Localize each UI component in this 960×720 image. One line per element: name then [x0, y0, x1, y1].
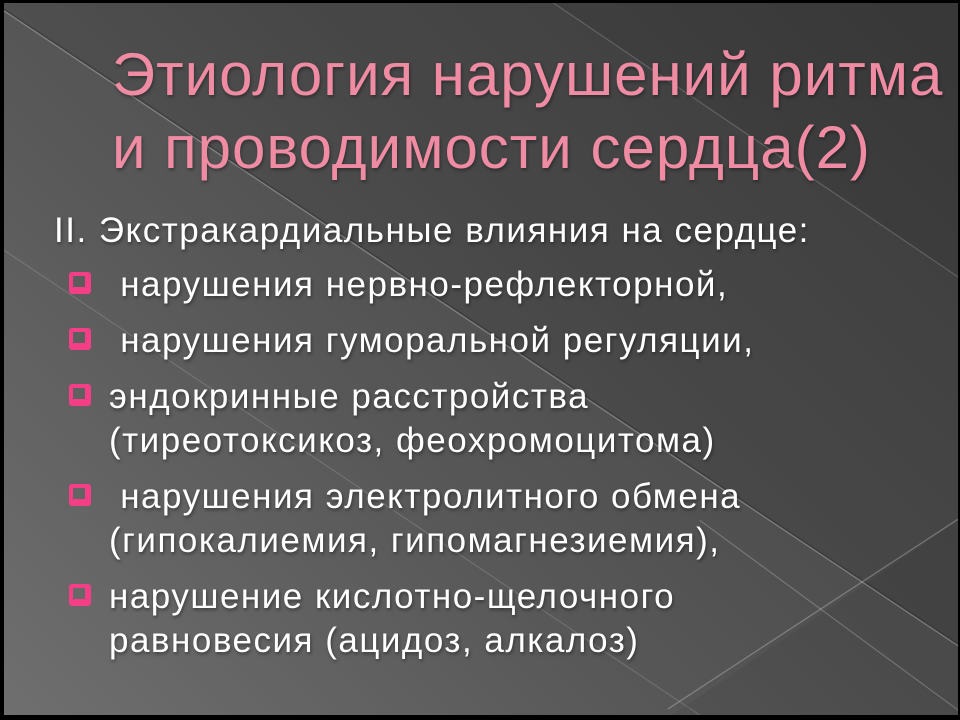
bullet-square-icon: [69, 384, 91, 406]
bullet-text-line: равновесия (ацидоз, алкалоз): [109, 621, 640, 660]
bullet-text-line: (гипокалиемия, гипомагнезиемия),: [109, 521, 721, 560]
title-line-2: и проводимости сердца(2): [112, 114, 871, 181]
title-line-1: Этиология нарушений ритма: [112, 41, 944, 108]
bullet-square-icon: [69, 584, 91, 606]
list-item: [54, 319, 934, 363]
bullet-square-icon: [69, 328, 91, 350]
bullet-list: [54, 263, 934, 663]
list-item: [54, 263, 934, 307]
bullet-text-line: (тиреотоксикоз, феохромоцитома): [109, 421, 716, 460]
bullet-text-line: нарушения нервно-рефлекторной,: [109, 265, 729, 304]
bullet-square-icon: [69, 484, 91, 506]
slide-background: [4, 3, 958, 715]
section-heading: II. Экстракардиальные влияния на сердце:: [54, 211, 810, 250]
bullet-text-line: эндокринные расстройства: [109, 377, 590, 416]
bullet-square-icon: [69, 272, 91, 294]
list-item: [54, 475, 934, 563]
bullet-text-line: нарушение кислотно-щелочного: [109, 577, 676, 616]
slide-body: [54, 209, 934, 663]
list-item: [54, 575, 934, 663]
slide-title: [112, 38, 944, 184]
list-item: [54, 375, 934, 463]
bullet-text-line: нарушения гуморальной регуляции,: [109, 321, 755, 360]
bullet-text-line: нарушения электролитного обмена: [109, 477, 742, 516]
